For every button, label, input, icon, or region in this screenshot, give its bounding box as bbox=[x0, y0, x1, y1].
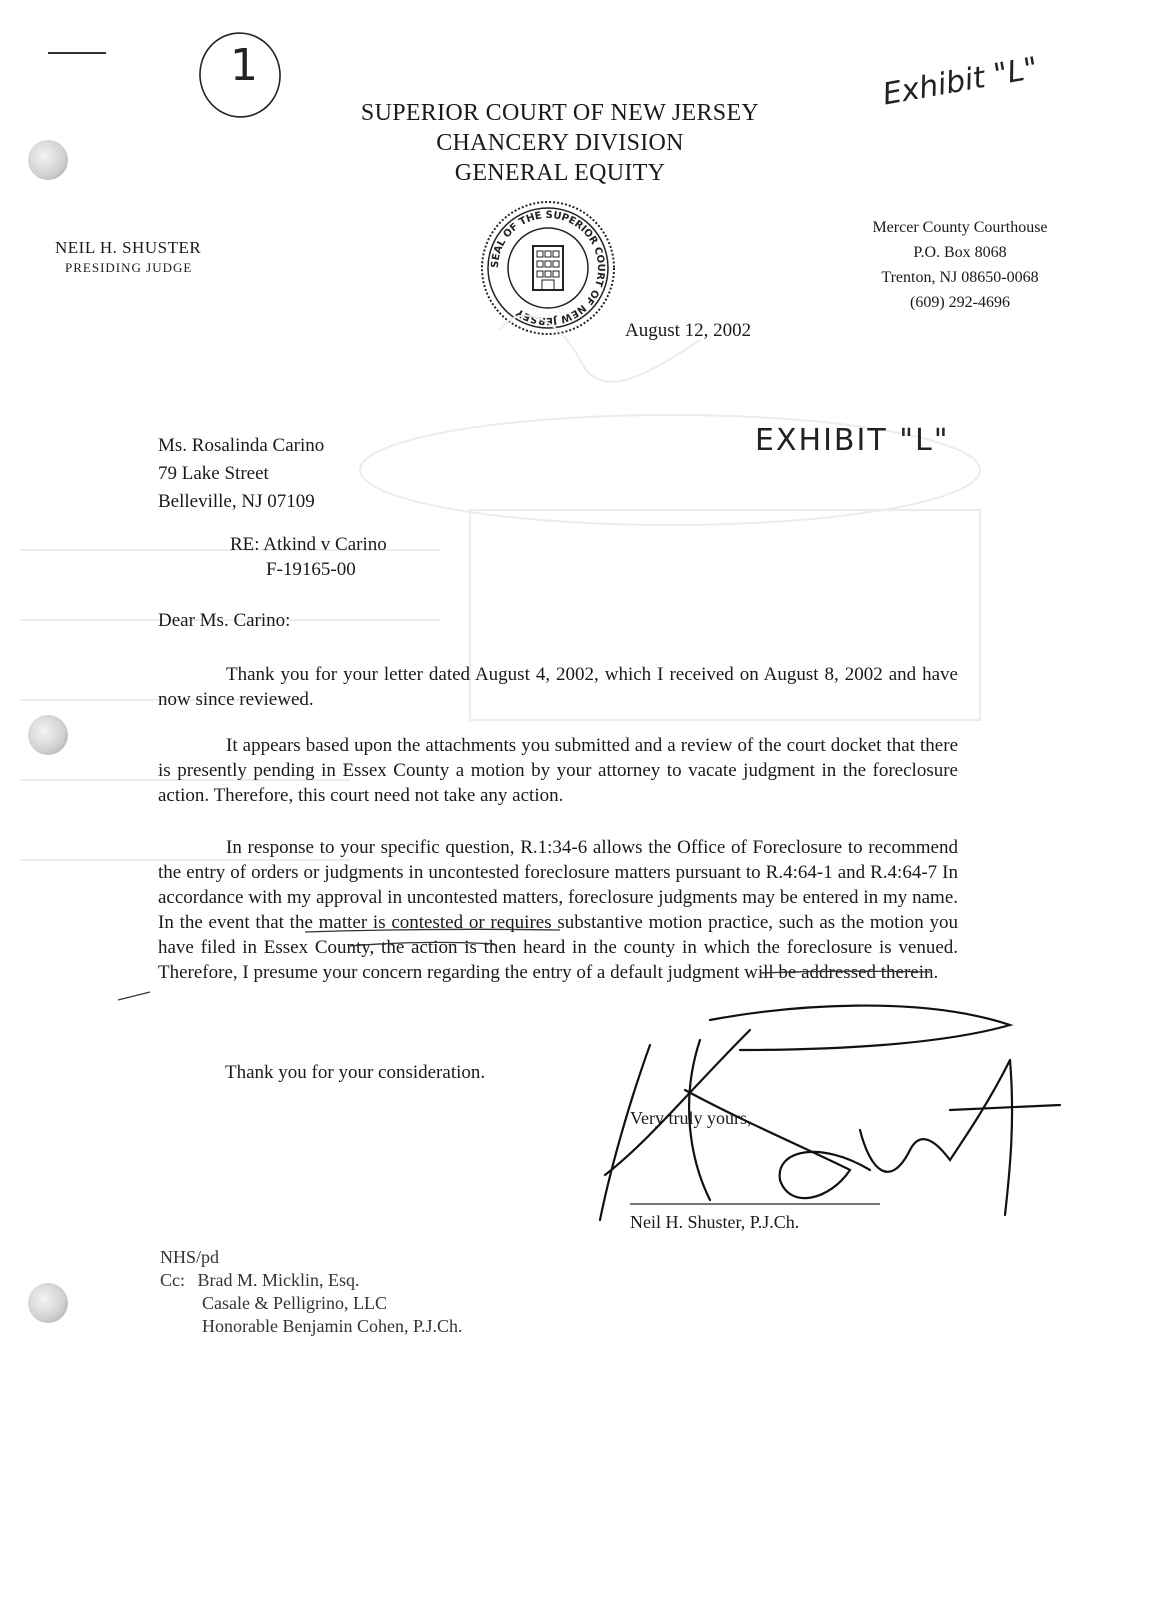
cc-recipient-3: Honorable Benjamin Cohen, P.J.Ch. bbox=[202, 1316, 463, 1336]
signer-name: Neil H. Shuster, P.J.Ch. bbox=[630, 1212, 800, 1232]
address-line-1: Mercer County Courthouse bbox=[872, 219, 1048, 236]
judge-name: NEIL H. SHUSTER bbox=[55, 238, 202, 257]
handwritten-signature bbox=[590, 1000, 1070, 1230]
letter-date: August 12, 2002 bbox=[625, 320, 752, 341]
valediction: Very truly yours, bbox=[630, 1108, 752, 1128]
closing-line: Thank you for your consideration. bbox=[225, 1062, 486, 1083]
cc-label: Cc: bbox=[160, 1270, 185, 1290]
re-line-2: F-19165-00 bbox=[266, 559, 356, 580]
court-line-3: GENERAL EQUITY bbox=[454, 160, 666, 186]
exhibit-note-top: Exhibit "L" bbox=[880, 50, 1041, 113]
re-line-1: RE: Atkind v Carino bbox=[230, 534, 387, 555]
paragraph-2: It appears based upon the attachments you submitted and a review of the court docket that there is presently pending in Essex County a motion by your attorney to vacate judgment in the foreclosure action. Therefore, this court need not take any action. bbox=[158, 735, 958, 806]
address-line-3: Trenton, NJ 08650-0068 bbox=[881, 269, 1039, 286]
cc-recipient-1: Brad M. Micklin, Esq. bbox=[197, 1270, 360, 1290]
address-line-2: P.O. Box 8068 bbox=[913, 244, 1007, 261]
paragraph-1: Thank you for your letter dated August 4, 2002, which I received on August 8, 2002 and have now since reviewed. bbox=[158, 664, 958, 710]
recipient-line-3: Belleville, NJ 07109 bbox=[158, 491, 315, 512]
circled-number-text: 1 bbox=[230, 40, 258, 91]
initials-line: NHS/pd bbox=[160, 1247, 220, 1267]
salutation: Dear Ms. Carino: bbox=[158, 610, 291, 631]
cc-block bbox=[160, 1246, 462, 1338]
court-line-1: SUPERIOR COURT OF NEW JERSEY bbox=[360, 100, 760, 126]
exhibit-note-mid: EXHIBIT "L" bbox=[755, 423, 950, 458]
cc-first-line bbox=[160, 1269, 462, 1292]
judge-title: PRESIDING JUDGE bbox=[65, 260, 193, 275]
seal-text: SEAL OF THE SUPERIOR COURT OF NEW JERSEY bbox=[489, 209, 607, 327]
recipient-line-2: 79 Lake Street bbox=[158, 463, 269, 484]
recipient-line-1: Ms. Rosalinda Carino bbox=[158, 435, 325, 456]
paragraph-3: In response to your specific question, R.1:34-6 allows the Office of Foreclosure to recommend the entry of orders or judgments in uncontested foreclosure matters pursuant to R.4:64-1 and R.4:64-7 In accordance with my approval in uncontested matters, foreclosure judgments may be entered in my name. In the event that the matter is contested or requires substantive motion practice, such as the motion you have filed in Essex County, the action is then heard in the county in which the foreclosure is venued. Therefore, I presume your concern regarding the entry of a default judgment will be addressed therein. bbox=[158, 837, 958, 983]
court-line-2: CHANCERY DIVISION bbox=[436, 130, 684, 156]
cc-recipient-2: Casale & Pelligrino, LLC bbox=[202, 1293, 387, 1313]
address-line-4: (609) 292-4696 bbox=[910, 294, 1010, 311]
